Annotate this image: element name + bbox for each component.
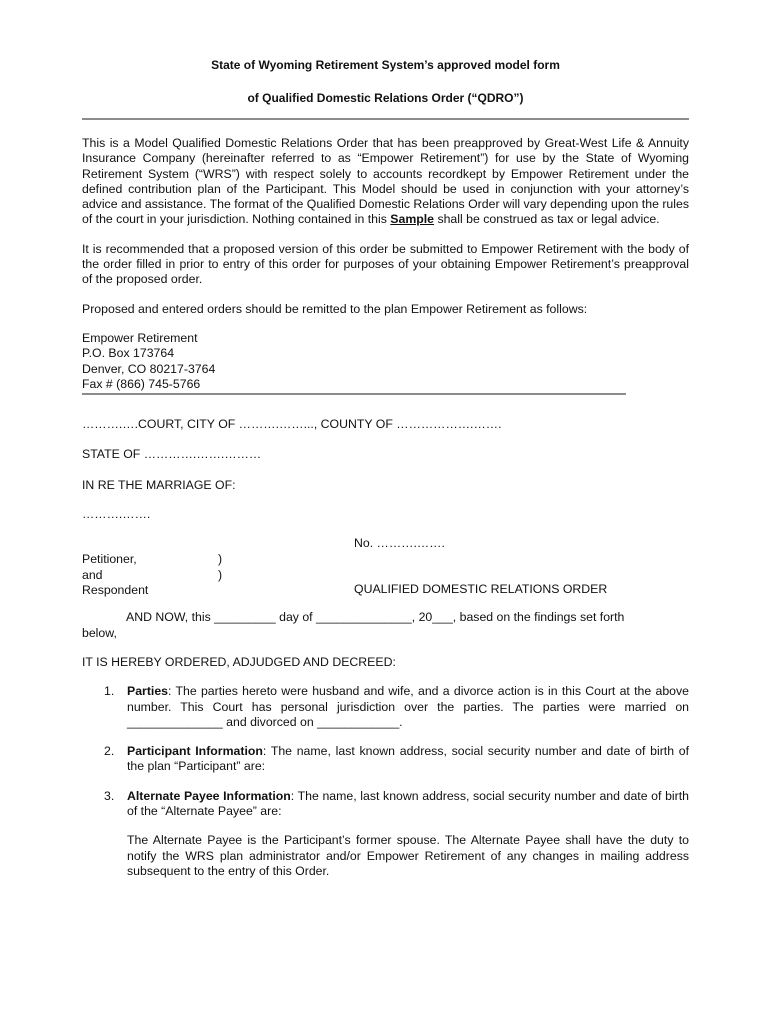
item-number: 3.	[104, 788, 115, 803]
address-fax: Fax # (866) 745-5766	[82, 376, 201, 391]
case-caption	[82, 536, 689, 596]
mailing-address	[82, 331, 689, 392]
parties-blank-line: ……….…….	[82, 507, 151, 522]
alternate-payee-note: The Alternate Payee is the Participant’s former spouse. The Alternate Payee shall have the duty to notify the WRS plan administrator and/or Empower Retirement of any changes in mailing address subsequent to the entry of this Order.	[127, 833, 689, 878]
item-heading: Participant Information	[127, 744, 263, 759]
list-item-participant-information	[82, 744, 689, 775]
below-line: below,	[82, 625, 117, 640]
intro-paragraph-1	[82, 136, 689, 228]
ordered-heading: IT IS HEREBY ORDERED, ADJUDGED AND DECREED:	[82, 654, 396, 669]
form-title-line-2: of Qualified Domestic Relations Order (“QDRO”)	[247, 91, 524, 105]
intro-paragraph-2: It is recommended that a proposed version of this order be submitted to Empower Retirement with the body of the order filled in prior to entry of this order for purposes of your obtaining Empower Retirement’s preapproval of the proposed order.	[82, 241, 689, 287]
form-title-line-1: State of Wyoming Retirement System’s approved model form	[211, 58, 560, 72]
court-line: ……….….COURT, CITY OF ……….……..., COUNTY OF ……………….…….	[82, 417, 502, 432]
order-title: QUALIFIED DOMESTIC RELATIONS ORDER	[354, 582, 608, 597]
caption-brackets	[218, 552, 222, 583]
address-divider	[82, 393, 626, 395]
bracket-2: )	[218, 567, 223, 582]
address-po-box: P.O. Box 173764	[82, 346, 175, 361]
and-label: and	[82, 567, 103, 582]
address-city: Denver, CO 80217-3764	[82, 361, 216, 376]
sample-emphasis: Sample	[390, 212, 435, 227]
intro-text-before: This is a Model Qualified Domestic Relations Order that has been preapproved by Great-West Life & Annuity Insurance Company (hereinafter referred to as “Empower Retirement”) for use by the State of Wyoming Retirement System (“WRS”) with respect solely to accounts recordkept by Empower Retirement under the defined contribution plan of the Participant. This Model should be used in conjunction with your attorney’s advice and assistance. The format of the Qualified Domestic Relations Order will vary depending upon the rules of the court in your jurisdiction. Nothing contained in this	[82, 136, 689, 227]
intro-paragraph-3: Proposed and entered orders should be remitted to the plan Empower Retirement as follows:	[82, 301, 588, 316]
item-text: : The parties hereto were husband and wife, and a divorce action is in this Court at the above number. This Court has personal jurisdiction over the parties. The parties were married on ______________ and divorced on ____________.	[127, 684, 689, 729]
item-number: 1.	[104, 684, 115, 699]
item-heading: Parties	[127, 684, 169, 699]
state-line: STATE OF ………….…….………	[82, 447, 262, 462]
item-text: : The name, last known address, social security number and date of birth of the plan “Participant” are:	[127, 744, 690, 774]
party-labels	[82, 552, 148, 598]
and-now-paragraph	[82, 610, 689, 641]
respondent-label: Respondent	[82, 582, 149, 597]
title-divider	[82, 118, 689, 120]
document-page	[82, 58, 689, 879]
petitioner-label: Petitioner,	[82, 552, 137, 567]
bracket-1: )	[218, 552, 223, 567]
address-name: Empower Retirement	[82, 330, 198, 345]
item-heading: Alternate Payee Information	[127, 788, 291, 803]
and-now-line: AND NOW, this _________ day of ______________, 20___, based on the findings set forth	[126, 610, 625, 625]
list-item-parties	[82, 684, 689, 730]
case-number: No. ……….…….	[354, 536, 445, 551]
item-number: 2.	[104, 744, 115, 759]
item-text: : The name, last known address, social security number and date of birth of the “Alternate Payee” are:	[127, 788, 690, 819]
intro-text-after: shall be construed as tax or legal advice.	[434, 212, 660, 227]
list-item-alternate-payee-information	[82, 789, 689, 820]
marriage-line: IN RE THE MARRIAGE OF:	[82, 477, 236, 492]
